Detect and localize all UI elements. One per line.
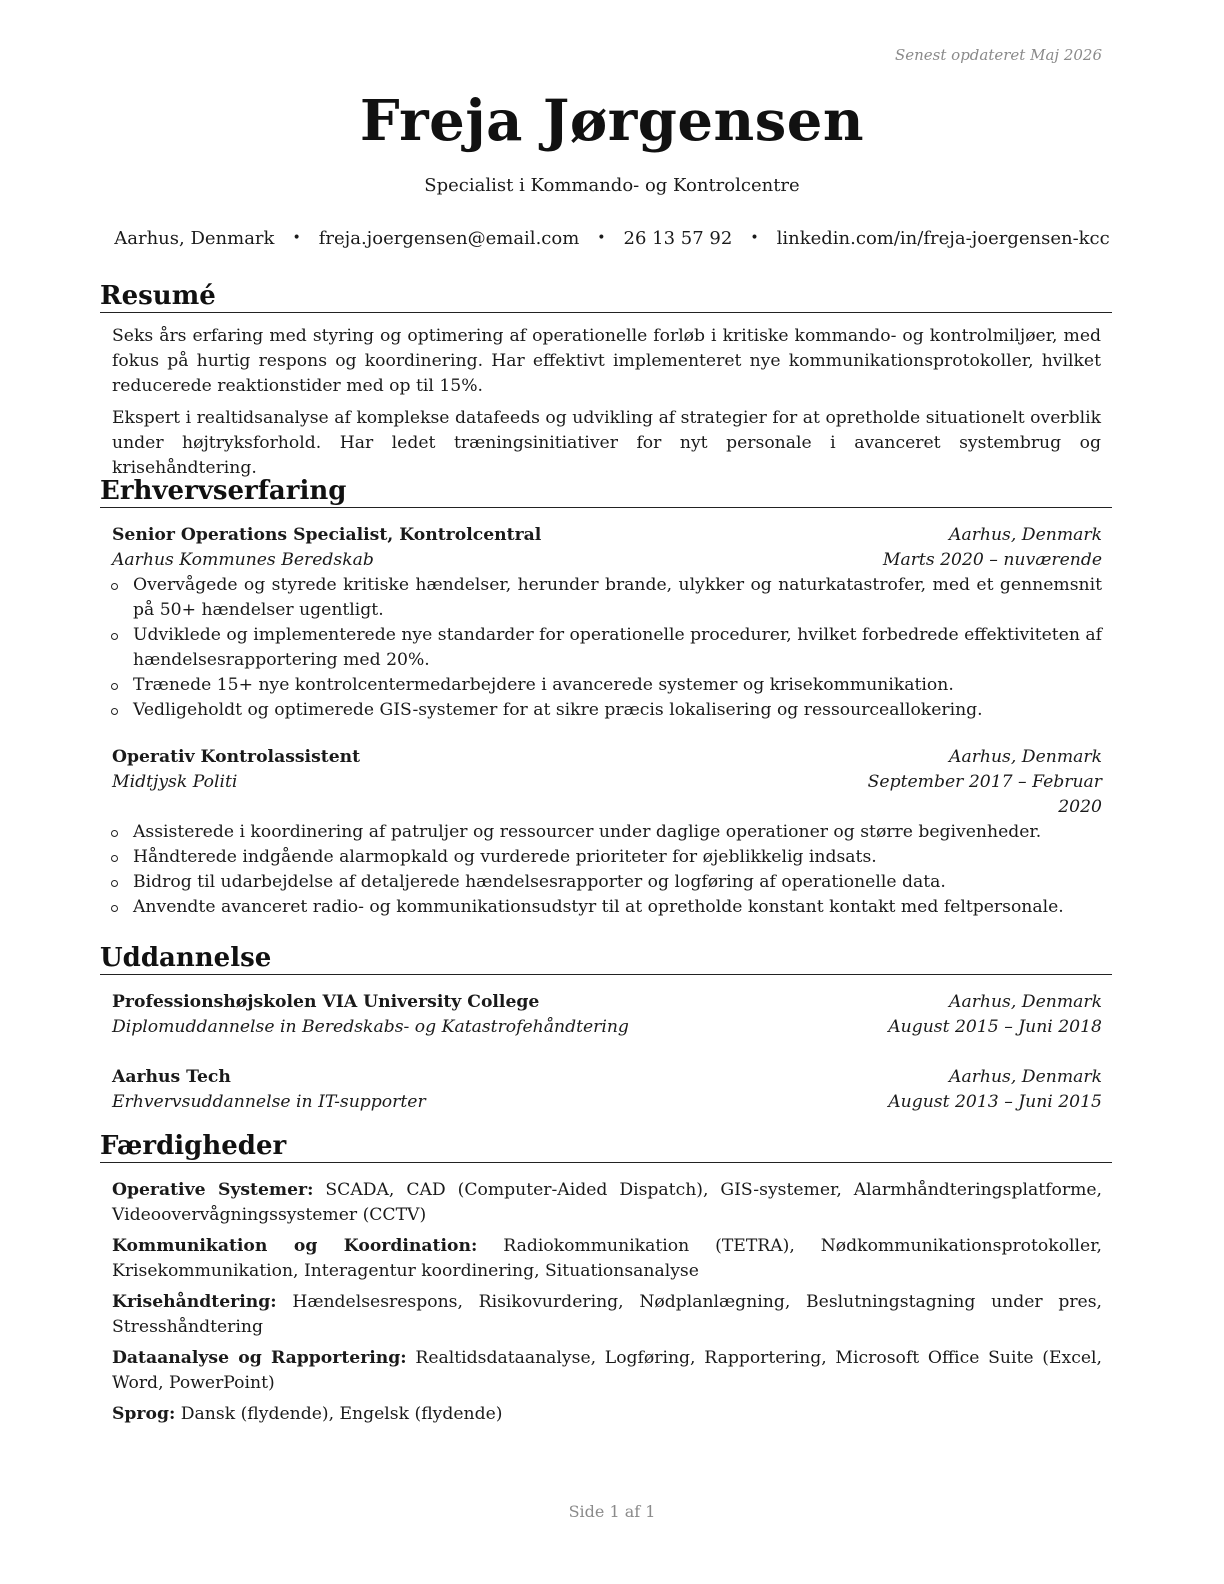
job-location: Aarhus, Denmark <box>949 525 1102 545</box>
job-bullet-list <box>100 820 1102 920</box>
skill-line <box>112 1178 1102 1228</box>
skill-category: Dataanalyse og Rapportering: <box>112 1348 407 1368</box>
skill-category: Krisehåndtering: <box>112 1292 277 1312</box>
bullet-separator: • <box>750 230 759 246</box>
skill-list: SCADA, CAD (Computer-Aided Dispatch), GIS-systemer, Alarmhåndteringsplatforme, Videoovervågningssystemer (CCTV) <box>112 1180 1103 1225</box>
degree-name: Diplomuddannelse in Beredskabs- og Katastrofehåndtering <box>112 1017 629 1037</box>
job-organization: Midtjysk Politi <box>112 772 238 792</box>
skills-section <box>100 1131 1112 1427</box>
contact-location: Aarhus, Denmark <box>114 228 275 249</box>
skill-category: Operative Systemer: <box>112 1180 314 1200</box>
education-dates: August 2015 – Juni 2018 <box>888 1017 1102 1037</box>
last-updated-note: Senest opdateret Maj 2026 <box>894 46 1102 64</box>
list-item: Bidrog til udarbejdelse af detaljerede hændelsesrapporter og logføring af operationelle data. <box>100 870 1102 895</box>
job-title: Specialist i Kommando- og Kontrolcentre <box>424 175 800 196</box>
job-entry <box>112 523 1102 573</box>
education-dates: August 2013 – Juni 2015 <box>888 1092 1102 1112</box>
job-role: Senior Operations Specialist, Kontrolcentral <box>112 525 542 545</box>
contact-line <box>0 228 1224 249</box>
section-heading-education: Uddannelse <box>100 943 1112 975</box>
skill-line <box>112 1234 1102 1284</box>
school-location: Aarhus, Denmark <box>949 1067 1102 1087</box>
skill-list: Radiokommunikation (TETRA), Nødkommunikationsprotokoller, Krisekommunikation, Interagentur koordinering, Situationsanalyse <box>112 1236 1102 1281</box>
education-entry <box>112 1065 1102 1115</box>
list-item: Assisterede i koordinering af patruljer og ressourcer under daglige operationer og større begivenheder. <box>100 820 1102 845</box>
section-heading-summary: Resumé <box>100 281 1112 313</box>
summary-section <box>100 281 1112 481</box>
skill-list: Dansk (flydende), Engelsk (flydende) <box>180 1404 503 1424</box>
job-location: Aarhus, Denmark <box>949 747 1102 767</box>
skill-line <box>112 1290 1102 1340</box>
bullet-separator: • <box>292 230 301 246</box>
job-organization: Aarhus Kommunes Beredskab <box>112 550 374 570</box>
job-role: Operativ Kontrolassistent <box>112 747 361 767</box>
contact-email[interactable]: freja.joergensen@email.com <box>318 228 580 249</box>
degree-name: Erhvervsuddannelse in IT-supporter <box>112 1092 426 1112</box>
skill-line <box>112 1346 1102 1396</box>
list-item: Anvendte avanceret radio- og kommunikationsudstyr til at opretholde konstant kontakt med feltpersonale. <box>100 895 1102 920</box>
list-item: Overvågede og styrede kritiske hændelser, herunder brande, ulykker og naturkatastrofer, med et gennemsnit på 50+ hændelser ugentligt. <box>100 573 1102 623</box>
section-heading-skills: Færdigheder <box>100 1131 1112 1163</box>
list-item: Håndterede indgående alarmopkald og vurderede prioriteter for øjeblikkelig indsats. <box>100 845 1102 870</box>
list-item: Udviklede og implementerede nye standarder for operationelle procedurer, hvilket forbedrede effektiviteten af hændelsesrapportering med 20%. <box>100 623 1102 673</box>
job-entry <box>112 745 1102 820</box>
contact-phone: 26 13 57 92 <box>623 228 733 249</box>
skill-category: Kommunikation og Koordination: <box>112 1236 478 1256</box>
candidate-name: Freja Jørgensen <box>359 88 865 154</box>
list-item: Trænede 15+ nye kontrolcentermedarbejdere i avancerede systemer og krisekommunikation. <box>100 673 1102 698</box>
skill-list: Realtidsdataanalyse, Logføring, Rapportering, Microsoft Office Suite (Excel, Word, PowerPoint) <box>112 1348 1102 1393</box>
job-bullet-list <box>100 573 1102 723</box>
education-section <box>100 943 1112 1115</box>
contact-linkedin[interactable]: linkedin.com/in/freja-joergensen-kcc <box>776 228 1110 249</box>
experience-section <box>100 476 1112 920</box>
bullet-separator: • <box>597 230 606 246</box>
job-dates: September 2017 – Februar 2020 <box>867 772 1102 817</box>
skill-list: Hændelsesrespons, Risikovurdering, Nødplanlægning, Beslutningstagning under pres, Stresshåndtering <box>112 1292 1103 1337</box>
school-name: Aarhus Tech <box>112 1067 231 1087</box>
skill-category: Sprog: <box>112 1404 176 1424</box>
list-item: Vedligeholdt og optimerede GIS-systemer for at sikre præcis lokalisering og ressourceallokering. <box>100 698 1102 723</box>
summary-paragraph: Seks års erfaring med styring og optimering af operationelle forløb i kritiske kommando- og kontrolmiljøer, med fokus på hurtig respons og koordinering. Har effektivt implementeret nye kommunikationsprotokoller, hvilket reducerede reaktionstider med op til 15%. <box>112 326 1101 396</box>
page-number: Side 1 af 1 <box>568 1502 656 1521</box>
school-location: Aarhus, Denmark <box>949 992 1102 1012</box>
section-heading-experience: Erhvervserfaring <box>100 476 1112 508</box>
education-entry <box>112 990 1102 1040</box>
summary-paragraph: Ekspert i realtidsanalyse af komplekse datafeeds og udvikling af strategier for at opretholde situationelt overblik under højtryksforhold. Har ledet træningsinitiativer for nyt personale i avanceret systembrug og krisehåndtering. <box>112 408 1101 478</box>
job-dates: Marts 2020 – nuværende <box>882 550 1102 570</box>
school-name: Professionshøjskolen VIA University College <box>112 992 540 1012</box>
skill-line <box>112 1402 1102 1427</box>
